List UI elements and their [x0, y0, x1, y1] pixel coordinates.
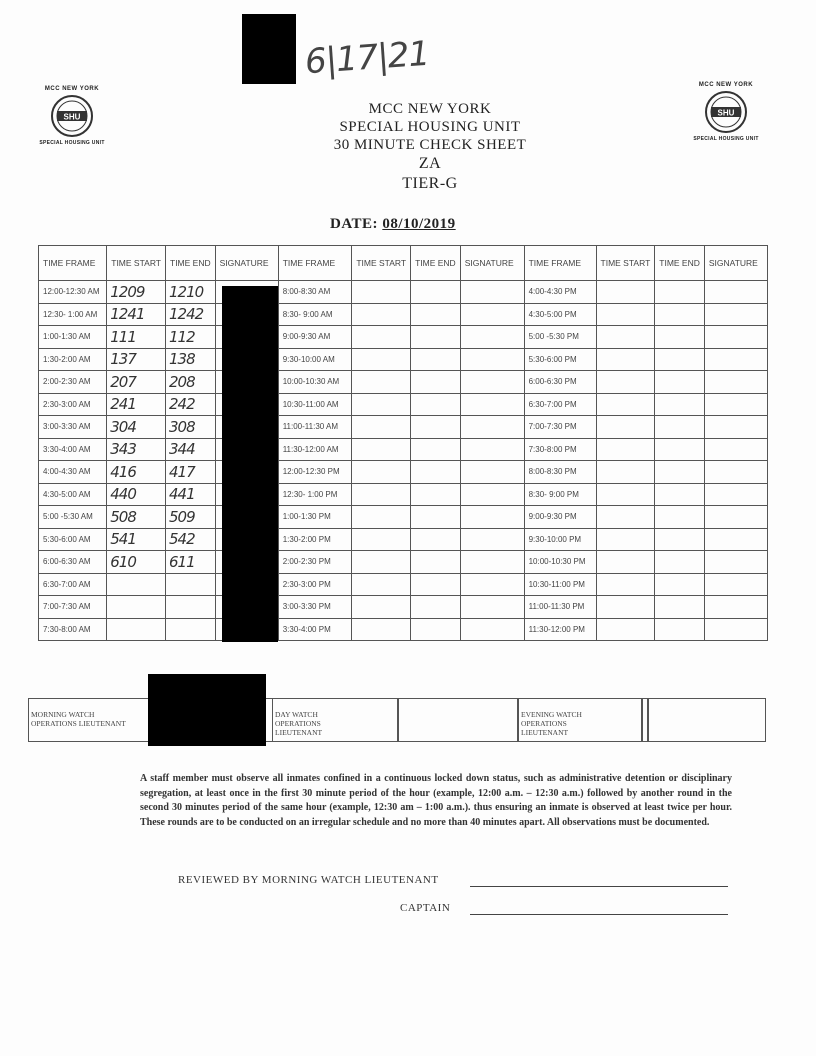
time-end-cell[interactable]: 509: [166, 506, 216, 529]
time-start-cell[interactable]: [352, 528, 411, 551]
evening-watch-label: EVENING WATCH OPERATIONS LIEUTENANT: [521, 710, 582, 737]
header-line-4: ZA: [418, 155, 442, 172]
reviewed-by-label: REVIEWED BY MORNING WATCH LIEUTENANT: [178, 874, 439, 886]
time-frame-cell: 12:30- 1:00 PM: [278, 483, 352, 506]
time-frame-cell: 4:00-4:30 PM: [524, 281, 596, 304]
table-row: [39, 438, 768, 461]
time-end-cell[interactable]: [655, 326, 705, 349]
time-end-cell[interactable]: 242: [166, 393, 216, 416]
logo-left-seal-text: SHU: [63, 112, 81, 122]
time-start-cell[interactable]: [596, 438, 655, 461]
column-header: TIME FRAME: [39, 246, 107, 281]
table-row: [39, 326, 768, 349]
time-frame-cell: 2:00-2:30 AM: [39, 371, 107, 394]
time-end-cell[interactable]: [411, 528, 461, 551]
column-header: SIGNATURE: [460, 246, 524, 281]
time-start-cell[interactable]: [596, 483, 655, 506]
table-row: [39, 393, 768, 416]
time-frame-cell: 6:30-7:00 PM: [524, 393, 596, 416]
time-start-cell[interactable]: [596, 303, 655, 326]
time-start-cell[interactable]: 1241: [107, 303, 166, 326]
signature-cell[interactable]: [704, 303, 767, 326]
time-frame-cell: 5:00 -5:30 AM: [39, 506, 107, 529]
time-end-cell[interactable]: [411, 416, 461, 439]
time-start-cell[interactable]: [352, 371, 411, 394]
time-start-cell[interactable]: [107, 618, 166, 641]
time-frame-cell: 7:30-8:00 AM: [39, 618, 107, 641]
time-end-cell[interactable]: [655, 371, 705, 394]
time-start-cell[interactable]: [596, 618, 655, 641]
time-frame-cell: 11:30-12:00 PM: [524, 618, 596, 641]
column-header: SIGNATURE: [704, 246, 767, 281]
time-frame-cell: 8:30- 9:00 PM: [524, 483, 596, 506]
signature-cell[interactable]: [460, 506, 524, 529]
time-start-cell[interactable]: 508: [107, 506, 166, 529]
signature-cell[interactable]: [704, 506, 767, 529]
time-frame-cell: 8:00-8:30 PM: [524, 461, 596, 484]
time-end-cell[interactable]: 1242: [166, 303, 216, 326]
time-start-cell[interactable]: [352, 281, 411, 304]
time-frame-cell: 9:30-10:00 PM: [524, 528, 596, 551]
time-frame-cell: 1:30-2:00 AM: [39, 348, 107, 371]
logo-right-top-text: MCC NEW YORK: [698, 82, 754, 88]
column-header: TIME FRAME: [278, 246, 352, 281]
time-start-cell[interactable]: [352, 573, 411, 596]
time-start-cell[interactable]: 241: [107, 393, 166, 416]
time-frame-cell: 10:00-10:30 PM: [524, 551, 596, 574]
time-start-cell[interactable]: [596, 461, 655, 484]
table-row: [39, 528, 768, 551]
time-end-cell[interactable]: 208: [166, 371, 216, 394]
time-start-cell[interactable]: [596, 326, 655, 349]
time-frame-cell: 1:30-2:00 PM: [278, 528, 352, 551]
signature-cell[interactable]: [704, 393, 767, 416]
column-header: TIME START: [352, 246, 411, 281]
time-frame-cell: 12:00-12:30 AM: [39, 281, 107, 304]
time-start-cell[interactable]: [596, 506, 655, 529]
signature-cell[interactable]: [460, 326, 524, 349]
time-end-cell[interactable]: [411, 506, 461, 529]
time-frame-cell: 5:00 -5:30 PM: [524, 326, 596, 349]
table-row: [39, 461, 768, 484]
table-header-row: [39, 246, 768, 281]
time-frame-cell: 7:00-7:30 PM: [524, 416, 596, 439]
time-end-cell[interactable]: [655, 573, 705, 596]
signature-cell[interactable]: [460, 573, 524, 596]
time-end-cell[interactable]: [411, 438, 461, 461]
logo-right-seal-text: SHU: [717, 108, 735, 118]
time-start-cell[interactable]: [352, 326, 411, 349]
table-row: [39, 618, 768, 641]
time-start-cell[interactable]: [596, 573, 655, 596]
column-header: TIME START: [596, 246, 655, 281]
redaction-morning-signature: [148, 674, 266, 746]
time-frame-cell: 9:00-9:30 AM: [278, 326, 352, 349]
time-start-cell[interactable]: [596, 551, 655, 574]
time-end-cell[interactable]: [411, 281, 461, 304]
morning-watch-box: [28, 698, 150, 742]
signature-cell[interactable]: [460, 551, 524, 574]
signature-cell[interactable]: [460, 303, 524, 326]
redaction-signatures: [222, 286, 278, 642]
time-end-cell[interactable]: 344: [166, 438, 216, 461]
time-start-cell[interactable]: [352, 393, 411, 416]
column-header: TIME START: [107, 246, 166, 281]
table-row: [39, 506, 768, 529]
column-header: TIME END: [411, 246, 461, 281]
signature-cell[interactable]: [460, 348, 524, 371]
time-start-cell[interactable]: [352, 438, 411, 461]
time-start-cell[interactable]: 440: [107, 483, 166, 506]
signature-cell[interactable]: [460, 528, 524, 551]
time-start-cell[interactable]: [352, 596, 411, 619]
time-start-cell[interactable]: [352, 416, 411, 439]
time-frame-cell: 3:30-4:00 AM: [39, 438, 107, 461]
time-end-cell[interactable]: [411, 618, 461, 641]
signature-cell[interactable]: [460, 596, 524, 619]
signature-cell[interactable]: [460, 483, 524, 506]
table-row: [39, 596, 768, 619]
time-start-cell[interactable]: [352, 348, 411, 371]
reviewed-by-line: [470, 886, 728, 887]
time-start-cell[interactable]: [596, 371, 655, 394]
time-end-cell[interactable]: 417: [166, 461, 216, 484]
time-end-cell[interactable]: [411, 551, 461, 574]
time-end-cell[interactable]: 1210: [166, 281, 216, 304]
table-row: [39, 281, 768, 304]
time-start-cell[interactable]: 416: [107, 461, 166, 484]
time-start-cell[interactable]: 541: [107, 528, 166, 551]
signature-cell[interactable]: [704, 551, 767, 574]
time-start-cell[interactable]: [352, 618, 411, 641]
time-frame-cell: 11:30-12:00 AM: [278, 438, 352, 461]
time-end-cell[interactable]: [655, 551, 705, 574]
evening-signature-area-2: [648, 698, 766, 742]
time-end-cell[interactable]: 112: [166, 326, 216, 349]
header-line-2: SPECIAL HOUSING UNIT: [339, 119, 521, 135]
time-start-cell[interactable]: [352, 303, 411, 326]
time-start-cell[interactable]: [596, 528, 655, 551]
day-watch-box: [272, 698, 398, 742]
time-end-cell[interactable]: [655, 483, 705, 506]
time-frame-cell: 12:30- 1:00 AM: [39, 303, 107, 326]
date-line: [330, 216, 456, 233]
signature-cell[interactable]: [704, 528, 767, 551]
time-start-cell[interactable]: [352, 461, 411, 484]
seal-icon: [704, 90, 748, 134]
table-row: [39, 348, 768, 371]
logo-left-top-text: MCC NEW YORK: [44, 86, 100, 92]
time-end-cell[interactable]: [166, 618, 216, 641]
time-frame-cell: 9:00-9:30 PM: [524, 506, 596, 529]
day-signature-area: [398, 698, 518, 742]
time-end-cell[interactable]: [655, 506, 705, 529]
morning-watch-label: MORNING WATCH OPERATIONS LIEUTENANT: [31, 710, 126, 728]
signature-cell[interactable]: [460, 393, 524, 416]
time-frame-cell: 2:00-2:30 PM: [278, 551, 352, 574]
time-end-cell[interactable]: [411, 348, 461, 371]
time-frame-cell: 11:00-11:30 PM: [524, 596, 596, 619]
time-end-cell[interactable]: [655, 281, 705, 304]
time-start-cell[interactable]: 207: [107, 371, 166, 394]
time-frame-cell: 5:30-6:00 PM: [524, 348, 596, 371]
table-row: [39, 573, 768, 596]
day-watch-label: DAY WATCH OPERATIONS LIEUTENANT: [275, 710, 323, 737]
time-end-cell[interactable]: [411, 573, 461, 596]
time-start-cell[interactable]: 137: [107, 348, 166, 371]
time-end-cell[interactable]: [411, 596, 461, 619]
signature-cell[interactable]: [704, 438, 767, 461]
time-end-cell[interactable]: [655, 461, 705, 484]
time-frame-cell: 4:30-5:00 AM: [39, 483, 107, 506]
time-frame-cell: 3:00-3:30 AM: [39, 416, 107, 439]
time-frame-cell: 10:30-11:00 PM: [524, 573, 596, 596]
logo-left: [32, 86, 112, 146]
signature-cell[interactable]: [460, 618, 524, 641]
time-end-cell[interactable]: [655, 528, 705, 551]
time-frame-cell: 10:00-10:30 AM: [278, 371, 352, 394]
instructions-paragraph: A staff member must observe all inmates confined in a continuous locked down status, such as administrative detention or disciplinary segregation, at least once in the first 30 minute period of the hour (example, 12:00 a.m. – 12:30 a.m.) followed by another round in the second 30 minutes period of the same hour (example, 12:30 am – 1:00 a.m.). thus ensuring an inmate is observed at least twice per hour. These rounds are to be conducted on an irregular schedule and no more than 40 minutes apart. All observations must be documented.: [140, 773, 732, 828]
signature-cell[interactable]: [460, 461, 524, 484]
header-line-3: 30 MINUTE CHECK SHEET: [333, 137, 527, 153]
signature-cell[interactable]: [460, 281, 524, 304]
time-frame-cell: 1:00-1:30 AM: [39, 326, 107, 349]
redaction-top: [242, 14, 296, 84]
table-row: [39, 303, 768, 326]
header-line-5: TIER-G: [402, 175, 458, 192]
document-header: [300, 100, 560, 194]
time-frame-cell: 4:00-4:30 AM: [39, 461, 107, 484]
signature-cell[interactable]: [704, 326, 767, 349]
time-end-cell[interactable]: [411, 393, 461, 416]
time-start-cell[interactable]: 343: [107, 438, 166, 461]
time-frame-cell: 9:30-10:00 AM: [278, 348, 352, 371]
time-end-cell[interactable]: 138: [166, 348, 216, 371]
time-frame-cell: 8:30- 9:00 AM: [278, 303, 352, 326]
time-start-cell[interactable]: [596, 281, 655, 304]
check-sheet-table: [38, 245, 768, 641]
time-start-cell[interactable]: [596, 393, 655, 416]
time-start-cell[interactable]: [596, 416, 655, 439]
time-end-cell[interactable]: [655, 596, 705, 619]
time-start-cell[interactable]: [107, 573, 166, 596]
time-start-cell[interactable]: 610: [107, 551, 166, 574]
time-start-cell[interactable]: [352, 551, 411, 574]
table-row: [39, 371, 768, 394]
table-row: [39, 551, 768, 574]
date-label: DATE:: [330, 216, 379, 232]
time-start-cell[interactable]: [107, 596, 166, 619]
time-frame-cell: 7:00-7:30 AM: [39, 596, 107, 619]
time-end-cell[interactable]: [411, 461, 461, 484]
signature-cell[interactable]: [704, 618, 767, 641]
time-start-cell[interactable]: [596, 348, 655, 371]
time-end-cell[interactable]: [655, 416, 705, 439]
signature-cell[interactable]: [460, 416, 524, 439]
time-end-cell[interactable]: [655, 438, 705, 461]
evening-watch-box: [518, 698, 642, 742]
captain-line: [470, 914, 728, 915]
captain-label: CAPTAIN: [400, 902, 451, 914]
table-row: [39, 483, 768, 506]
header-line-1: MCC NEW YORK: [368, 101, 492, 117]
time-frame-cell: 7:30-8:00 PM: [524, 438, 596, 461]
time-end-cell[interactable]: [411, 483, 461, 506]
column-header: TIME END: [166, 246, 216, 281]
time-start-cell[interactable]: 1209: [107, 281, 166, 304]
time-frame-cell: 6:00-6:30 PM: [524, 371, 596, 394]
logo-left-bottom-text: SPECIAL HOUSING UNIT: [39, 140, 105, 146]
time-end-cell[interactable]: [411, 326, 461, 349]
table-row: [39, 416, 768, 439]
time-end-cell[interactable]: [655, 348, 705, 371]
logo-right: [686, 82, 766, 142]
seal-icon: [50, 94, 94, 138]
time-frame-cell: 5:30-6:00 AM: [39, 528, 107, 551]
signature-cell[interactable]: [460, 438, 524, 461]
time-end-cell[interactable]: [411, 371, 461, 394]
time-frame-cell: 8:00-8:30 AM: [278, 281, 352, 304]
signature-cell[interactable]: [704, 483, 767, 506]
time-end-cell[interactable]: [166, 596, 216, 619]
column-header: TIME END: [655, 246, 705, 281]
date-value: 08/10/2019: [382, 216, 456, 232]
time-end-cell[interactable]: 308: [166, 416, 216, 439]
signature-cell[interactable]: [704, 573, 767, 596]
time-frame-cell: 2:30-3:00 PM: [278, 573, 352, 596]
time-end-cell[interactable]: 441: [166, 483, 216, 506]
column-header: SIGNATURE: [215, 246, 278, 281]
signature-cell[interactable]: [704, 416, 767, 439]
signature-cell[interactable]: [704, 348, 767, 371]
time-end-cell[interactable]: [166, 573, 216, 596]
signature-cell[interactable]: [704, 461, 767, 484]
time-end-cell[interactable]: [411, 303, 461, 326]
time-frame-cell: 12:00-12:30 PM: [278, 461, 352, 484]
time-frame-cell: 11:00-11:30 AM: [278, 416, 352, 439]
time-frame-cell: 1:00-1:30 PM: [278, 506, 352, 529]
signature-cell[interactable]: [460, 371, 524, 394]
time-start-cell[interactable]: 304: [107, 416, 166, 439]
time-end-cell[interactable]: [655, 393, 705, 416]
time-end-cell[interactable]: [655, 618, 705, 641]
signature-cell[interactable]: [704, 281, 767, 304]
time-frame-cell: 10:30-11:00 AM: [278, 393, 352, 416]
time-frame-cell: 3:30-4:00 PM: [278, 618, 352, 641]
time-end-cell[interactable]: 542: [166, 528, 216, 551]
logo-right-bottom-text: SPECIAL HOUSING UNIT: [693, 136, 759, 142]
column-header: TIME FRAME: [524, 246, 596, 281]
time-start-cell[interactable]: [352, 483, 411, 506]
time-start-cell[interactable]: [352, 506, 411, 529]
time-start-cell[interactable]: [596, 596, 655, 619]
time-end-cell[interactable]: [655, 303, 705, 326]
time-start-cell[interactable]: 111: [107, 326, 166, 349]
time-frame-cell: 3:00-3:30 PM: [278, 596, 352, 619]
time-end-cell[interactable]: 611: [166, 551, 216, 574]
signature-cell[interactable]: [704, 371, 767, 394]
handwritten-date: 6|17|21: [303, 33, 431, 83]
time-frame-cell: 6:00-6:30 AM: [39, 551, 107, 574]
time-frame-cell: 4:30-5:00 PM: [524, 303, 596, 326]
time-frame-cell: 2:30-3:00 AM: [39, 393, 107, 416]
time-frame-cell: 6:30-7:00 AM: [39, 573, 107, 596]
signature-cell[interactable]: [704, 596, 767, 619]
